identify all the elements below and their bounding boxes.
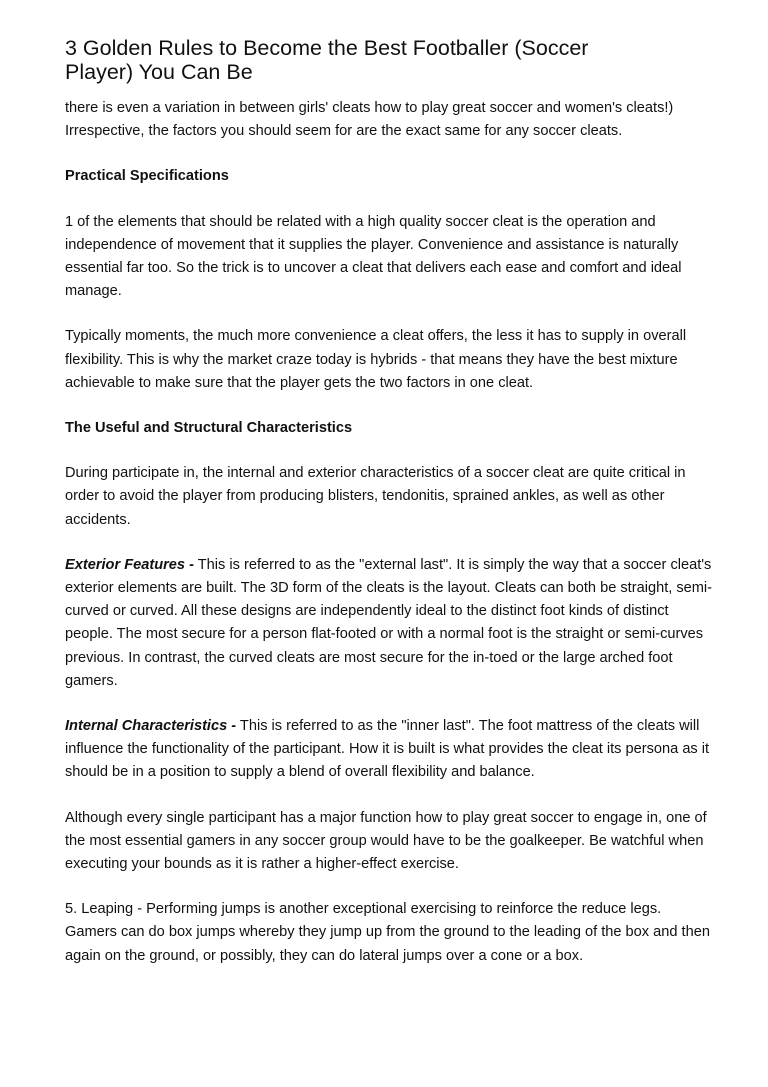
document-page — [65, 36, 715, 990]
section-heading-practical: Practical Specifications — [65, 168, 229, 185]
paragraph-internal — [65, 715, 715, 785]
paragraph-leaping: 5. Leaping - Performing jumps is another exceptional exercising to reinforce the reduce legs. Gamers can do box jumps whereby they jump up from the ground to the leading of the box and then again on the ground, or possibly, they can do lateral jumps over a cone or a box. — [65, 901, 710, 964]
internal-lead: Internal Characteristics - — [65, 718, 237, 735]
paragraph-operation: 1 of the elements that should be related with a high quality soccer cleat is the operation and independence of movement that it supplies the player. Convenience and assistance is naturally essential far too. So the trick is to uncover a cleat that delivers each ease and comfort and ideal manage. — [65, 213, 682, 300]
exterior-lead: Exterior Features - — [65, 556, 194, 573]
paragraph-characteristics: During participate in, the internal and exterior characteristics of a soccer cleat are quite critical in order to avoid the player from producing blisters, tendonitis, sprained ankles, as well as other accidents. — [65, 465, 686, 528]
title-line-1: 3 Golden Rules to Become the Best Footballer (Soccer — [65, 36, 589, 60]
paragraph-goalkeeper: Although every single participant has a major function how to play great soccer to engage in, one of the most essential gamers in any soccer group would have to be the goalkeeper. Be watchful when executing your bounds as it is rather a higher-effect exercise. — [65, 809, 707, 873]
internal-text: This is referred to as the "inner last". The foot mattress of the cleats will influence the functionality of the participant. How it is built is what provides the cleat its persona as it should be in a position to supply a blend of overall flexibility and balance. — [65, 718, 710, 781]
intro-paragraph: there is even a variation in between girls' cleats how to play great soccer and women's cleats!) Irrespective, the factors you should seem for are the exact same for any soccer cleats. — [65, 100, 674, 140]
exterior-text: This is referred to as the "external last". It is simply the way that a soccer cleat's exterior elements are built. The 3D form of the cleats is the layout. Cleats can both be straight, semi-curved or curved. All these designs are independently ideal to the distinct foot kinds of distinct people. The most secure for a person flat-footed or with a normal foot is the straight or semi-curves previous. In contrast, the curved cleats are most secure for the in-toed or the large arched foot gamers. — [65, 556, 713, 689]
document-title — [65, 36, 715, 84]
paragraph-hybrids: Typically moments, the much more convenience a cleat offers, the less it has to supply in overall flexibility. This is why the market craze today is hybrids - that means they have the best mixture achievable to make sure that the player gets the two factors in one cleat. — [65, 328, 687, 391]
paragraph-exterior — [65, 554, 715, 693]
section-heading-structural: The Useful and Structural Characteristics — [65, 420, 353, 437]
title-line-2: Player) You Can Be — [65, 60, 253, 84]
